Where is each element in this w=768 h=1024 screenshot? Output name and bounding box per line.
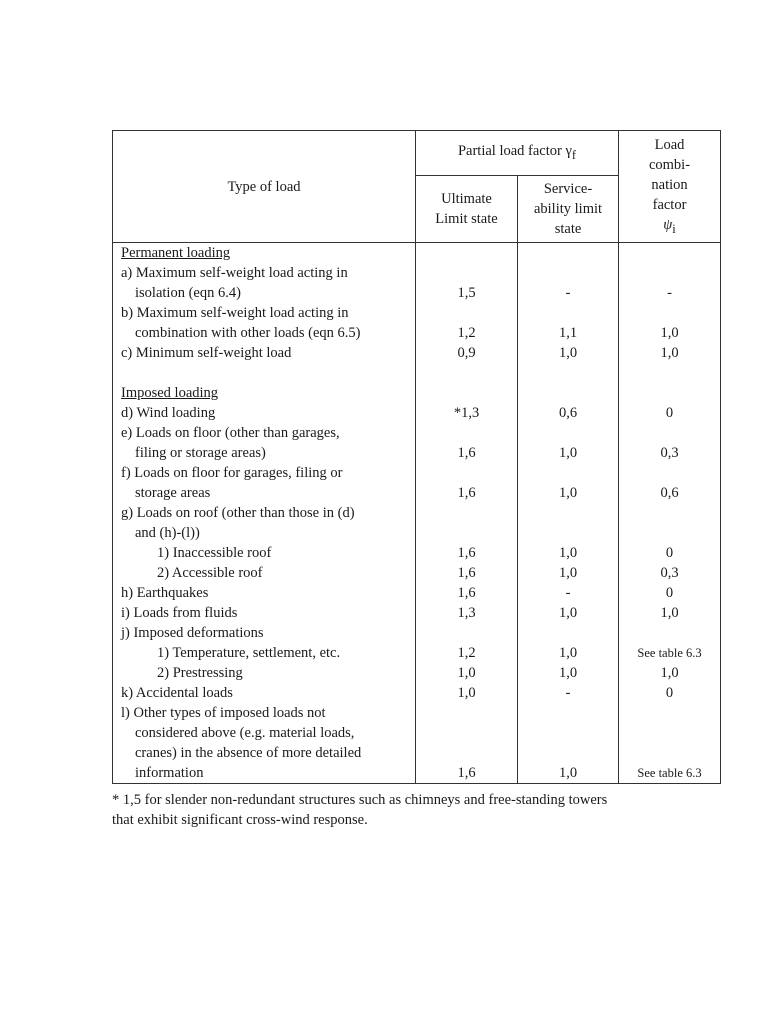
row-i-psi: 1,0 xyxy=(619,603,721,623)
partial-factor-subscript: f xyxy=(571,147,577,162)
row-k-sls: - xyxy=(518,683,619,703)
table-row xyxy=(113,403,721,423)
imposed-loading-heading: Imposed loading xyxy=(121,385,219,401)
row-j2-sls: 1,0 xyxy=(518,663,619,683)
table-row xyxy=(113,243,721,264)
table-row xyxy=(113,503,721,543)
row-l-line-2: considered above (e.g. material loads, xyxy=(135,725,355,741)
footnote-line-2: that exhibit significant cross-wind response. xyxy=(112,812,368,828)
row-l-line-1: l) Other types of imposed loads not xyxy=(121,705,326,721)
table-row xyxy=(113,603,721,623)
load-factor-table xyxy=(112,130,721,784)
row-b-line-2: combination with other loads (eqn 6.5) xyxy=(135,325,361,341)
row-j2-label: 2) Prestressing xyxy=(157,665,243,681)
row-c-sls: 1,0 xyxy=(518,343,619,363)
row-h-psi: 0 xyxy=(619,583,721,603)
row-j2-psi: 1,0 xyxy=(619,663,721,683)
row-g-line-2: and (h)-(l)) xyxy=(135,525,200,541)
spacer-row xyxy=(113,363,721,383)
combination-factor-header xyxy=(619,131,721,243)
row-g1-psi: 0 xyxy=(619,543,721,563)
row-g2-uls: 1,6 xyxy=(416,563,518,583)
table-row xyxy=(113,303,721,343)
psi-subscript: i xyxy=(672,221,676,236)
row-k-uls: 1,0 xyxy=(416,683,518,703)
row-c-uls: 0,9 xyxy=(416,343,518,363)
row-e-sls: 1,0 xyxy=(518,423,619,463)
service-line-3: state xyxy=(554,221,582,237)
row-g1-uls: 1,6 xyxy=(416,543,518,563)
footnote-line-1: * 1,5 for slender non-redundant structures such as chimneys and free-standing towers xyxy=(112,792,608,808)
row-b-sls: 1,1 xyxy=(518,303,619,343)
row-i-sls: 1,0 xyxy=(518,603,619,623)
row-h-label: h) Earthquakes xyxy=(113,583,416,603)
table-row xyxy=(113,543,721,563)
row-a-line-1: a) Maximum self-weight load acting in xyxy=(121,265,348,281)
ultimate-header xyxy=(416,176,518,243)
service-line-2: ability limit xyxy=(533,201,603,217)
table-row xyxy=(113,703,721,784)
row-k-psi: 0 xyxy=(619,683,721,703)
row-g1-label: 1) Inaccessible roof xyxy=(157,545,272,561)
row-d-uls: *1,3 xyxy=(416,403,518,423)
psi-symbol: ψ xyxy=(663,216,673,233)
row-f-uls: 1,6 xyxy=(416,463,518,503)
header-row-1 xyxy=(113,131,721,176)
combi-line-4: factor xyxy=(652,196,687,213)
table-row xyxy=(113,343,721,363)
table-row xyxy=(113,623,721,643)
combi-line-2: combi- xyxy=(648,156,691,173)
row-j1-sls: 1,0 xyxy=(518,643,619,663)
row-l-psi: See table 6.3 xyxy=(619,703,721,784)
partial-factor-label: Partial load factor γ xyxy=(457,143,572,160)
row-f-line-1: f) Loads on floor for garages, filing or xyxy=(121,465,343,481)
table-row xyxy=(113,383,721,403)
row-b-uls: 1,2 xyxy=(416,303,518,343)
table-row xyxy=(113,663,721,683)
row-d-sls: 0,6 xyxy=(518,403,619,423)
partial-factor-header xyxy=(416,131,619,176)
row-g2-psi: 0,3 xyxy=(619,563,721,583)
row-j1-psi: See table 6.3 xyxy=(619,643,721,663)
row-e-psi: 0,3 xyxy=(619,423,721,463)
row-a-psi: - xyxy=(619,263,721,303)
row-i-uls: 1,3 xyxy=(416,603,518,623)
row-h-sls: - xyxy=(518,583,619,603)
row-g2-sls: 1,0 xyxy=(518,563,619,583)
combi-line-3: nation xyxy=(651,176,688,193)
ultimate-line-1: Ultimate xyxy=(441,191,492,207)
row-l-line-4: information xyxy=(135,765,204,781)
table-row xyxy=(113,423,721,463)
row-d-psi: 0 xyxy=(619,403,721,423)
permanent-loading-heading: Permanent loading xyxy=(121,245,231,261)
row-g1-sls: 1,0 xyxy=(518,543,619,563)
row-j-label: j) Imposed deformations xyxy=(113,623,416,643)
row-l-uls: 1,6 xyxy=(416,703,518,784)
row-j2-uls: 1,0 xyxy=(416,663,518,683)
row-i-label: i) Loads from fluids xyxy=(113,603,416,623)
serviceability-header xyxy=(518,176,619,243)
table-row xyxy=(113,563,721,583)
row-c-line-1: c) Minimum self-weight load xyxy=(113,343,416,363)
combi-line-1: Load xyxy=(654,136,685,153)
row-k-label: k) Accidental loads xyxy=(113,683,416,703)
row-f-sls: 1,0 xyxy=(518,463,619,503)
row-a-sls: - xyxy=(518,263,619,303)
row-e-line-2: filing or storage areas) xyxy=(135,445,266,461)
row-l-line-3: cranes) in the absence of more detailed xyxy=(135,745,362,761)
row-g2-label: 2) Accessible roof xyxy=(157,565,263,581)
row-f-psi: 0,6 xyxy=(619,463,721,503)
row-j1-label: 1) Temperature, settlement, etc. xyxy=(157,645,341,661)
row-g-line-1: g) Loads on roof (other than those in (d) xyxy=(121,505,355,521)
type-of-load-label: Type of load xyxy=(227,178,301,195)
ultimate-line-2: Limit state xyxy=(435,211,498,227)
service-line-1: Service- xyxy=(543,181,593,197)
row-j1-uls: 1,2 xyxy=(416,643,518,663)
row-h-uls: 1,6 xyxy=(416,583,518,603)
row-d-line-1: d) Wind loading xyxy=(113,403,416,423)
row-e-uls: 1,6 xyxy=(416,423,518,463)
table-row xyxy=(113,683,721,703)
row-b-line-1: b) Maximum self-weight load acting in xyxy=(121,305,349,321)
combi-line-5 xyxy=(619,215,720,239)
table-row xyxy=(113,463,721,503)
row-b-psi: 1,0 xyxy=(619,303,721,343)
row-f-line-2: storage areas xyxy=(135,485,211,501)
table-row xyxy=(113,583,721,603)
table-footnote xyxy=(112,790,722,830)
row-a-line-2: isolation (eqn 6.4) xyxy=(135,285,241,301)
table-row xyxy=(113,643,721,663)
table-row xyxy=(113,263,721,303)
row-a-uls: 1,5 xyxy=(416,263,518,303)
row-l-sls: 1,0 xyxy=(518,703,619,784)
row-c-psi: 1,0 xyxy=(619,343,721,363)
type-of-load-header xyxy=(113,131,416,243)
row-e-line-1: e) Loads on floor (other than garages, xyxy=(121,425,340,441)
